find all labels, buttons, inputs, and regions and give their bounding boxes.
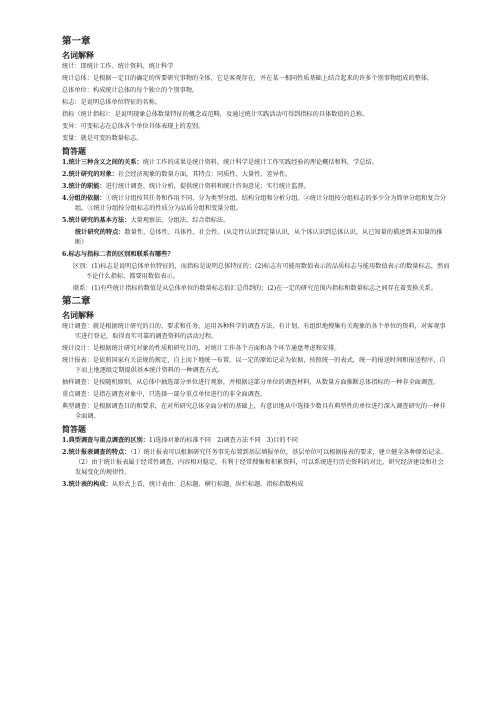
ch2-term: 统计设计：是根据统计研究对象的性质和研究目的，对统计工作各个方面和各个环节通盘考虑和安排。 (62, 345, 341, 352)
ch1-qa-item: 5.统计研究的基本方法：大量观察法、分组法、综合指标法。 (62, 217, 230, 224)
ch2-qa-item: 1.典型调查与重点调查的区别：1)选择对象的标准不同 2)调查方法不同 3)目的不同 (62, 437, 298, 444)
ch2-term: 抽样调查：是按随机原则，从总体中抽选部分单位进行观察，并根据这部分单位的调查材料，从数量方面推断总体指标的一种非全面调查。 (62, 379, 440, 386)
ch2-qa-item: 3.统计表的构成：从形式上看，统计表由：总标题、横行标题、纵栏标题、指标指数构成 (62, 481, 304, 488)
ch1-term: 指标（统计指标）：是说明现象总体数量特征的概念或范畴，及通过统计实践活动可得到指标的具体数值的总称。 (62, 111, 369, 118)
ch1-term: 变量：就是可变的数量标志。 (62, 135, 143, 142)
ch2-term: 统计调查：就是根据统计研究的目的、要求和任务，运用各种科学的调查方法，有计划，有组织地搜集有关现象的各个单位的资料，对客观事实进行登记，取得真实可靠的调查资料的活动过程。 (62, 323, 446, 340)
ch1-qa-item: 2.统计研究的对象：社会经济现象的数量方面，其特点：同质性、大量性、差异性。 (62, 171, 292, 178)
ch1-term: 变异：可变标志在总体各个单位具体表现上的差别。 (62, 123, 205, 130)
ch1-term: 标志：是说明总体单位特征的名称。 (62, 99, 161, 106)
ch1-qa-item: 3.统计的职能：进行统计调查、统计分析，提供统计资料和统计咨询意见；实行统计监督。 (62, 183, 310, 190)
ch1-term: 统计总体：是根据一定目的确定的所要研究事物的全体，它是客观存在，并在某一相同性质基础上结合起来的许多个别事物组成的整体。 (62, 75, 434, 82)
ch1-qa-item: 1.统计三种含义之间的关系：统计工作的成果是统计资料，统计科学是统计工作实践经验的理论概括和科，学总结。 (62, 159, 378, 166)
ch1-q6-difference: 区别：(1)标志是说明总体单位特征的，而指标是说明总体特征的；(2)标志有可能用数值表示的品质标志与能用数值表示的数量标志，然而不论什么指标，都要用数值表示。 (73, 263, 450, 280)
ch1-q6-link: 联系：(1)有些统计指标的数值是从总体单位的数量标志值汇总得到的；(2)在一定的研究范围内指标和数量标志之间存在着变换关系。 (73, 285, 438, 292)
chapter-1-title: 第一章 (62, 36, 91, 47)
ch2-term: 重点调查：是指在调查对象中，只选择一部分重点单位进行的非全面调查。 (62, 391, 267, 398)
ch1-features: 统计研究的特点：数量性、总体性、具体性、社会性。(从定性认识到定量认识，从个体认识到总体认识，从已知量的描述到未知量的推断） (75, 229, 443, 246)
ch1-term: 统计：即统计工作、统计资料、统计科学 (62, 63, 174, 70)
ch1-question-6: 6.标志与指标二者的区别和联系有哪些？ (62, 251, 174, 258)
ch2-term: 典型调查：是根据调查目的和要求，在对所研究总体全面分析的基础上，有意识地从中选择少数具有典型性的单位进行深入调查研究的一种非全面调。 (62, 403, 446, 420)
ch1-qa-item: 4.分组的依据：①统计分组按其任务和作用不同，分为类型分组、结构分组和分析分组。②统计分组按分组标志的多少分为简单分组和复合分组。③统计分组按分组标志的性质分为品质分组和变量分组。 (62, 195, 446, 212)
ch2-qa-heading: 简答题 (62, 424, 86, 434)
ch2-terms-heading: 名词解释 (62, 310, 94, 320)
ch2-term: 统计报表：是依照国家有关法规的规定，自上而下地统一布置，以一定的原始记录为依据，按照统一的表式，统一的报送时间和报送程序，自下而上地逐级定期提供基本统计资料的一种调查方式。 (62, 357, 446, 374)
ch1-term: 总体单位：构成统计总体的每个独立的个别事物。 (62, 87, 199, 94)
ch1-terms-heading: 名词解释 (62, 50, 94, 60)
ch1-qa-heading: 简答题 (62, 146, 86, 156)
chapter-2-title: 第二章 (62, 296, 91, 307)
ch2-qa-item: 2.统计报表调查的特点：（1）统计报表可以根据研究任务事先布置到基层填报单位，基层单位可以根据报表的要求，建立健全各种原始记录。（2）由于统计报表属于经常性调查，内容相对稳定，有利于经常搜集和积累资料，可以系统进行历史资料的对比，研究经济建设和社会发展变化的规律性。 (62, 449, 447, 476)
